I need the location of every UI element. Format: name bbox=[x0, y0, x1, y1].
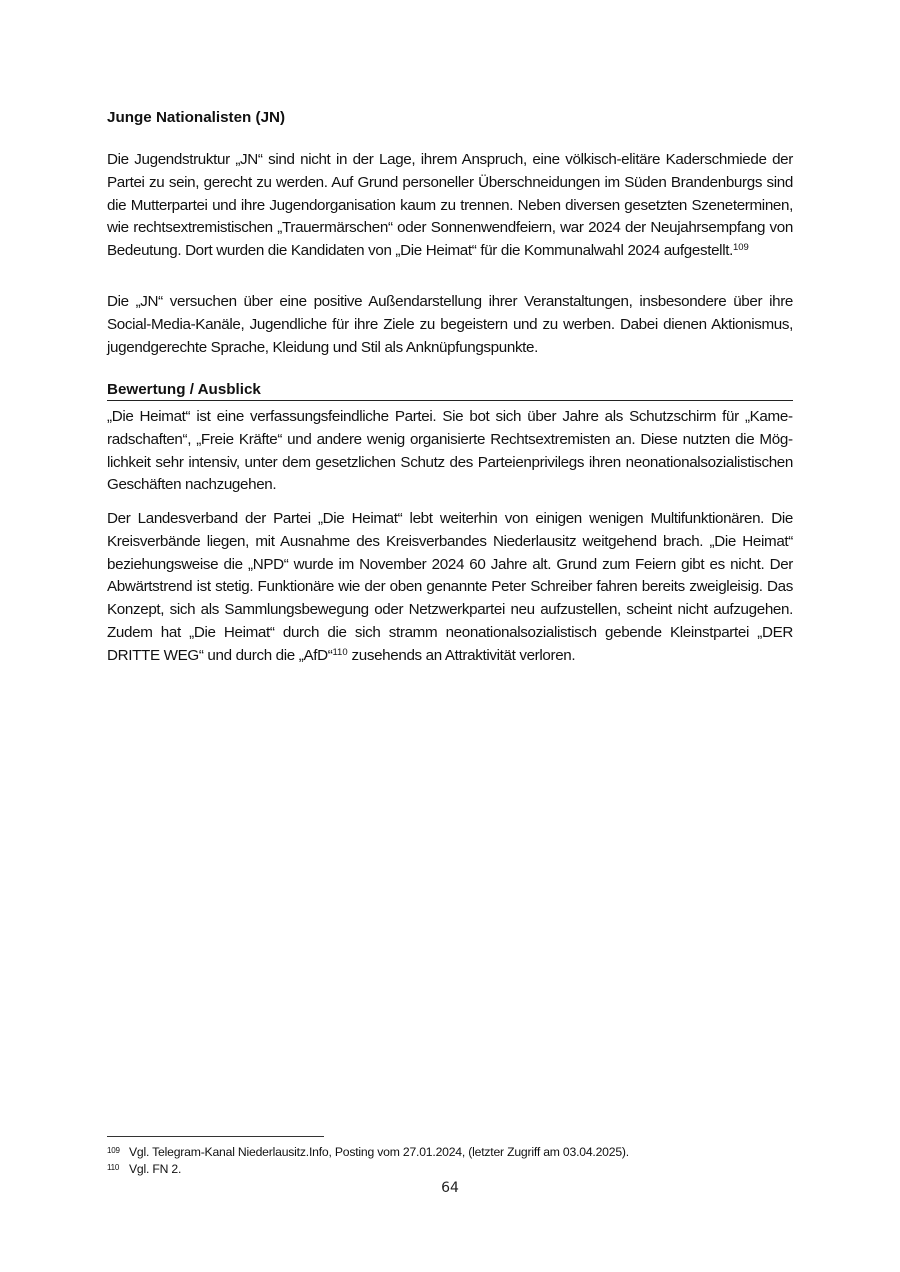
footnote-ref-109[interactable]: 109 bbox=[732, 242, 749, 254]
paragraph-landesverband-text-end: zusehends an Attraktivität verloren. bbox=[347, 646, 576, 664]
page-number: 64 bbox=[441, 1180, 459, 1196]
section-divider bbox=[107, 400, 793, 401]
footnote-text: Vgl. Telegram-Kanal Niederlausitz.Info, Posting vom 27.01.2024, (letzter Zugriff am 03.04.2025). bbox=[129, 1145, 629, 1159]
section-title-junge-nationalisten: Junge Nationalisten (JN) bbox=[107, 109, 286, 126]
paragraph-jn-structure bbox=[107, 149, 793, 263]
footnote-ref-110[interactable]: 110 bbox=[332, 646, 348, 658]
paragraph-jn-social-media: Die „JN“ versuchen über eine positive Außendarstellung ihrer Veranstaltungen, insbesondere über ihre Social-Media-Kanäle, Jugendliche für ihre Ziele zu begeistern und zu werben. Dabei dienen Aktionismus, jugendgerechte Sprache, Kleidung und Stil als Anknüpfungspunkte. bbox=[107, 293, 793, 356]
footnote-109 bbox=[107, 1142, 629, 1161]
paragraph-landesverband-text: Der Landesverband der Partei „Die Heimat“ lebt weiterhin von einigen wenigen Multifunktionären. Die Kreisverbände liegen, mit Ausnahme des Kreisverbandes Niederlausitz weitgehend brach. „Die Heimat“ beziehungsweise die „NPD“ wurde im November 2024 60 Jahre alt. Grund zum Feiern gibt es nicht. Der Abwärtstrend ist stetig. Funktionäre wie der oben genannte Peter Schreiber fahren bereits zweigleisig. Das Konzept, sich als Sammlungsbewegung oder Netzwerkpartei neu aufzustellen, scheint nicht aufzugehen. Zudem hat „Die Heimat“ durch die sich stramm neonationalsozialistisch gebende Kleinstpartei „DER DRITTE WEG“ und durch die „AfD“ bbox=[107, 510, 793, 664]
paragraph-jn-structure-text: Die Jugendstruktur „JN“ sind nicht in der Lage, ihrem Anspruch, eine völkisch-elitäre Kaderschmiede der Partei zu sein, gerecht zu werden. Auf Grund personeller Überschneidungen im Süden Brandenburgs sind die Mutterpartei und ihre Jugendorganisation kaum zu trennen. Neben diversen gesetzten Szeneterminen, wie rechtsextremistischen „Trauermärschen“ oder Sonnenwendfeiern, war 2024 der Neujahrsempfang von Bedeutung. Dort wurden die Kandidaten von „Die Heimat“ für die Kommunalwahl 2024 aufgestellt. bbox=[107, 151, 793, 260]
paragraph-bewertung-verfassungsfeindlich: „Die Heimat“ ist eine verfassungsfeindliche Partei. Sie bot sich über Jahre als Schutzschirm für „Kameradschaften“, „Freie Kräfte“ und andere wenig organisierte Rechtsextremisten an. Diese nutzten die Möglichkeit sehr intensiv, unter dem gesetzlichen Schutz des Parteienprivilegs ihren neonationalsozialistischen Geschäften nachzugehen. bbox=[107, 408, 793, 494]
paragraph-bewertung-landesverband bbox=[107, 508, 793, 668]
footnote-number: 109 bbox=[107, 1146, 120, 1155]
footnote-text: Vgl. FN 2. bbox=[129, 1162, 182, 1176]
footnote-110 bbox=[107, 1159, 181, 1178]
footnote-number: 110 bbox=[107, 1163, 120, 1172]
footnote-separator bbox=[107, 1136, 324, 1137]
section-title-bewertung: Bewertung / Ausblick bbox=[107, 381, 261, 398]
